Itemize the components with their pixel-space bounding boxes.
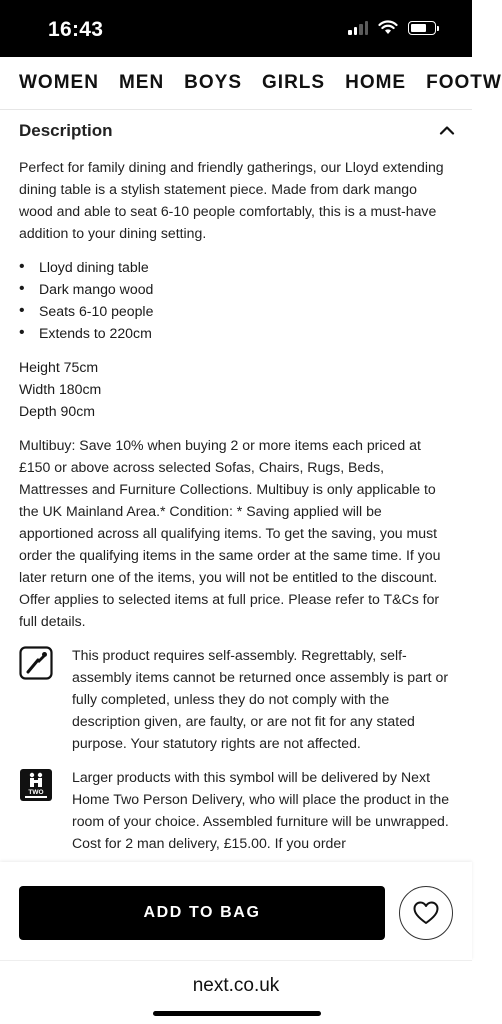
delivery-icon-label: TWO [28, 789, 44, 796]
category-nav-list [0, 57, 502, 94]
description-intro: Perfect for family dining and friendly gatherings, our Lloyd extending dining table is a stylish statement piece. Made from dark mango wood and able to seat 6-10 people comfortably, this is a must-have addition to your dining setting. [19, 159, 444, 241]
description-title: Description [19, 121, 113, 140]
status-bar [0, 0, 472, 57]
url-text[interactable]: next.co.uk [192, 975, 280, 996]
two-person-delivery-icon [19, 768, 53, 802]
delivery-info [19, 766, 453, 854]
chevron-up-icon[interactable] [439, 124, 453, 138]
feature-item: • Extends to 220cm [19, 322, 453, 344]
sticky-action-bar [0, 862, 472, 960]
dimension-item: Width 180cm [19, 381, 102, 397]
wifi-icon [378, 20, 398, 35]
dimension-item: Depth 90cm [19, 403, 95, 419]
browser-address-bar[interactable] [0, 960, 472, 1024]
feature-item: • Dark mango wood [19, 278, 453, 300]
dimensions-list [19, 356, 453, 422]
battery-level [411, 24, 426, 32]
delivery-note: Larger products with this symbol will be delivered by Next Home Two Person Delivery, who will place the product in the room of your choice. Assembled furniture will be unwrapped. Cost for 2 man delivery, £15.00. If you order [72, 769, 450, 851]
feature-item: • Seats 6-10 people [19, 300, 453, 322]
nav-item-home[interactable]: HOME [345, 72, 407, 93]
favourite-button[interactable] [399, 886, 453, 940]
nav-item-footw[interactable]: FOOTW [426, 72, 502, 93]
home-indicator[interactable] [153, 1011, 321, 1016]
cellular-signal-icon [348, 21, 368, 35]
assembly-note: This product requires self-assembly. Regrettably, self-assembly items cannot be returned once assembly is part or fully completed, unless they do not comply with the description given, are faulty, or are not fit for any stated purpose. Your statutory rights are not affected. [72, 647, 449, 751]
battery-icon [408, 21, 436, 35]
nav-item-women[interactable]: WOMEN [19, 72, 99, 93]
nav-item-men[interactable]: MEN [118, 72, 165, 93]
nav-item-boys[interactable]: BOYS [184, 72, 243, 93]
multibuy-text: Multibuy: Save 10% when buying 2 or more items each priced at £150 or above across selected Sofas, Chairs, Rugs, Beds, Mattresses and Furniture Collections. Multibuy is only applicable to the UK Mainland Area.* Condition: * Saving applied will be apportioned across all qualifying items. To get the saving, you must order the qualifying items in the same order at the same time. If you later return one of the items, you will not be entitled to the discount. Offer applies to selected items at full price. Please refer to T&Cs for full details. [19, 437, 441, 629]
add-to-bag-button[interactable]: ADD TO BAG [19, 886, 385, 940]
screwdriver-icon [19, 646, 53, 680]
feature-list [19, 256, 453, 344]
heart-icon [413, 901, 439, 925]
assembly-info [19, 644, 453, 754]
product-details [0, 110, 472, 862]
nav-item-girls[interactable]: GIRLS [262, 72, 326, 93]
status-time: 16:43 [48, 18, 104, 41]
description-accordion-header[interactable] [19, 110, 453, 152]
feature-item: • Lloyd dining table [19, 256, 453, 278]
dimension-item: Height 75cm [19, 359, 99, 375]
category-nav [0, 57, 502, 110]
status-icons [348, 20, 436, 35]
